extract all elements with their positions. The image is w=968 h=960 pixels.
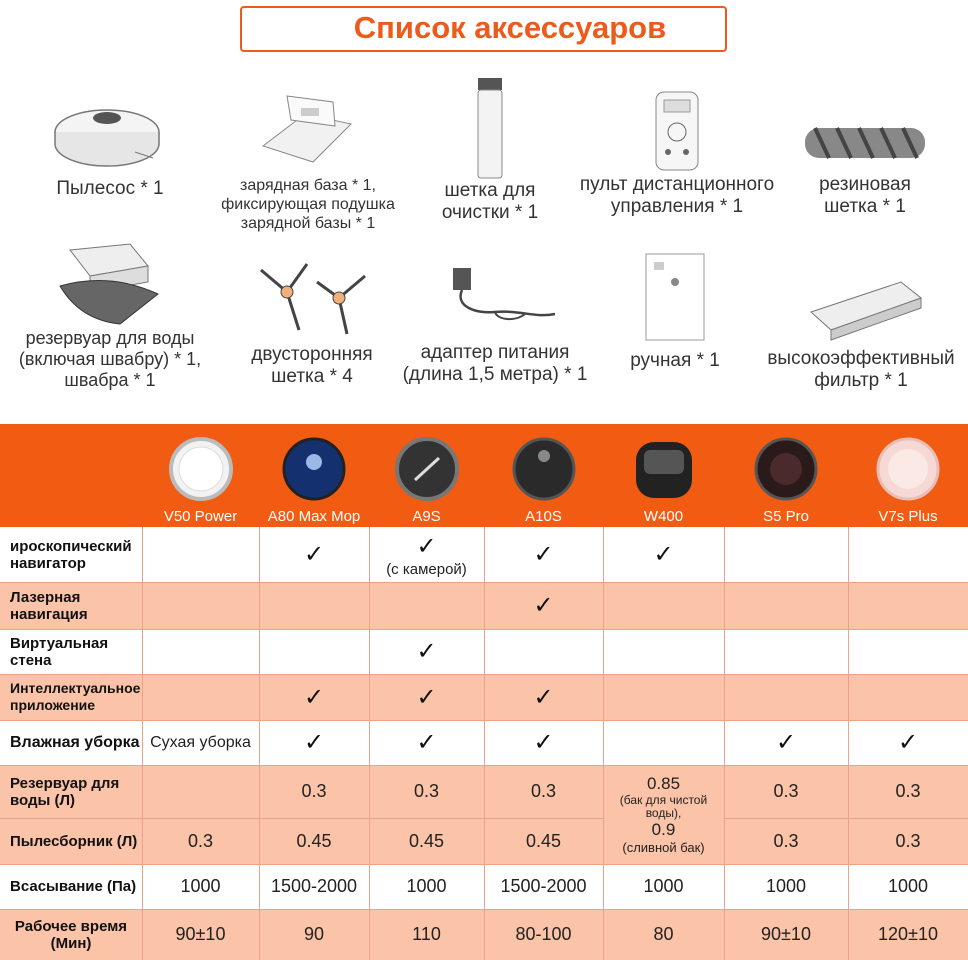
page-title: Список аксессуаров xyxy=(353,10,667,45)
model-header: A80 Max Mop xyxy=(259,424,369,527)
grid-line xyxy=(259,527,260,960)
table-row: Лазерная навигация ✓ xyxy=(0,582,968,629)
accessory-label: Пылесос * 1 xyxy=(56,178,164,199)
table-row: Интеллектуальное приложение ✓ ✓ ✓ xyxy=(0,674,968,720)
robot-vacuum-a80-icon xyxy=(274,434,354,504)
accessory-filter xyxy=(755,276,967,392)
grid-line xyxy=(0,864,968,865)
table-row: Виртуальная стена ✓ xyxy=(0,629,968,674)
table-row: Всасывание (Па) 1000 1500-2000 1000 1500-2000 1000 1000 1000 xyxy=(0,864,968,909)
accessory-label: резиновая шетка * 1 xyxy=(819,174,911,217)
hepa-filter-icon xyxy=(791,276,931,342)
charging-base-icon xyxy=(243,86,373,176)
table-row: Рабочее время (Мин) 90±10 90 110 80-100 80 90±10 120±10 xyxy=(0,909,968,960)
grid-line xyxy=(369,527,370,960)
grid-line xyxy=(0,582,968,583)
table-row: Влажная уборка Сухая уборка ✓ ✓ ✓ ✓ ✓ xyxy=(0,720,968,765)
model-header: A9S xyxy=(369,424,484,527)
table-row: ироскопический навигатор ✓ ✓ (с камерой) ✓ ✓ xyxy=(0,527,968,582)
accessory-label: двусторонняя шетка * 4 xyxy=(251,344,373,387)
table-row: Резервуар для воды (Л) 0.3 0.3 0.3 0.3 0.3 xyxy=(0,765,968,818)
rubber-brush-icon xyxy=(795,118,935,168)
remote-control-icon xyxy=(652,90,702,174)
robot-vacuum-a9s-icon xyxy=(387,434,467,504)
accessory-label: зарядная база * 1, фиксирующая подушка зарядной базы * 1 xyxy=(221,177,395,232)
accessory-label: резервуар для воды (включая швабру) * 1, швабра * 1 xyxy=(18,328,202,390)
grid-line xyxy=(0,909,968,910)
accessory-label: высокоэффективный фильтр * 1 xyxy=(767,348,955,391)
accessory-vacuum xyxy=(30,88,190,200)
water-tank-icon xyxy=(50,236,170,328)
power-adapter-icon xyxy=(425,262,565,338)
robot-vacuum-v50-icon xyxy=(161,434,241,504)
accessory-tank xyxy=(0,236,220,391)
model-header: W400 xyxy=(603,424,724,527)
comparison-table xyxy=(0,424,968,960)
grid-line xyxy=(0,629,968,630)
w400-tank-cell: 0.85 (бак для чистой воды), 0.9 (сливной бак) xyxy=(603,765,724,864)
manual-icon xyxy=(640,252,710,342)
model-header: V7s Plus xyxy=(848,424,968,527)
grid-line xyxy=(724,527,725,960)
model-header: S5 Pro xyxy=(724,424,848,527)
model-header: A10S xyxy=(484,424,603,527)
grid-line xyxy=(484,527,485,960)
accessory-remote xyxy=(572,90,782,218)
grid-line xyxy=(0,674,968,675)
robot-vacuum-v7s-icon xyxy=(868,434,948,504)
model-header: V50 Power xyxy=(142,424,259,527)
accessory-rubber xyxy=(790,118,940,218)
accessory-side-brush xyxy=(232,258,392,388)
accessory-label: адаптер питания (длина 1,5 метра) * 1 xyxy=(402,342,588,385)
accessory-label: шетка для очистки * 1 xyxy=(441,180,539,223)
accessory-brush xyxy=(425,74,555,224)
cleaning-brush-icon xyxy=(470,74,510,180)
accessory-base xyxy=(208,86,408,233)
grid-line xyxy=(603,527,604,960)
table-row: Пылесборник (Л) 0.3 0.45 0.45 0.45 0.3 0.3 xyxy=(0,818,968,864)
side-brush-icon xyxy=(247,258,377,338)
grid-line xyxy=(0,720,968,721)
grid-line xyxy=(724,818,968,819)
grid-line xyxy=(142,527,143,960)
robot-vacuum-s5pro-icon xyxy=(746,434,826,504)
accessory-label: ручная * 1 xyxy=(630,350,720,371)
robot-vacuum-icon xyxy=(45,88,175,168)
accessory-adapter xyxy=(390,262,600,386)
robot-vacuum-a10s-icon xyxy=(504,434,584,504)
accessory-manual xyxy=(605,252,745,372)
accessory-label: пульт дистанционного управления * 1 xyxy=(579,174,775,217)
robot-vacuum-w400-icon xyxy=(624,434,704,504)
grid-line xyxy=(848,527,849,960)
grid-line xyxy=(0,765,968,766)
grid-line xyxy=(0,818,603,819)
